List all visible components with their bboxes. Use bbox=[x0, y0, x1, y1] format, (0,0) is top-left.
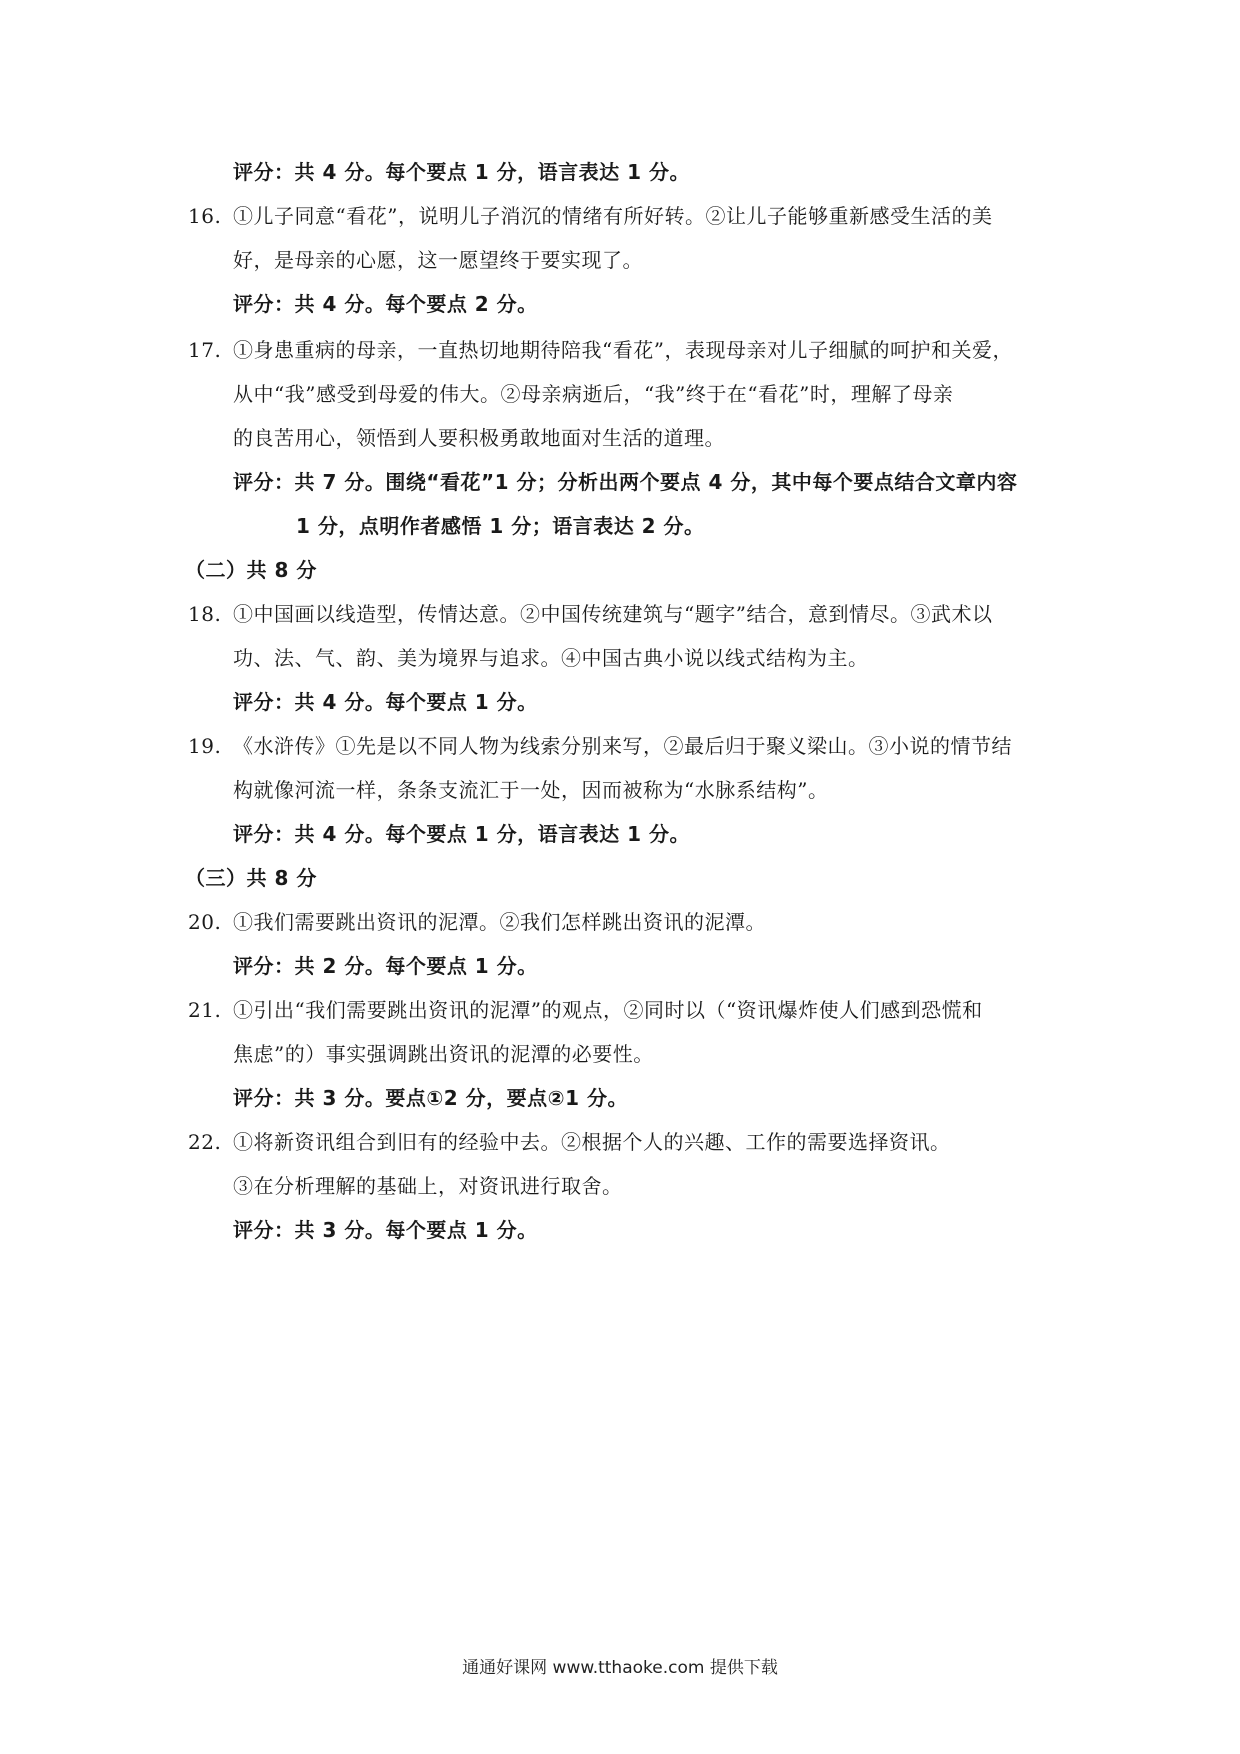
question-number: 21. bbox=[188, 998, 222, 1022]
answer-line: 构就像河流一样，条条支流汇于一处，因而被称为“水脉系结构”。 bbox=[233, 778, 829, 802]
answer-line: 从中“我”感受到母爱的伟大。②母亲病逝后，“我”终于在“看花”时，理解了母亲 bbox=[233, 382, 954, 406]
answer-line: ①身患重病的母亲，一直热切地期待陪我“看花”，表现母亲对儿子细腻的呵护和关爱， bbox=[233, 338, 1013, 362]
score-line: 评分：共 7 分。围绕“看花”1 分；分析出两个要点 4 分，其中每个要点结合文章内容 bbox=[233, 470, 1018, 494]
answer-line: 功、法、气、韵、美为境界与追求。④中国古典小说以线式结构为主。 bbox=[233, 646, 869, 670]
section-heading: （二）共 8 分 bbox=[185, 558, 317, 582]
question-number: 17. bbox=[188, 338, 222, 362]
answer-line: ①引出“我们需要跳出资讯的泥潭”的观点，②同时以（“资讯爆炸使人们感到恐慌和 bbox=[233, 998, 983, 1022]
answer-line: 《水浒传》①先是以不同人物为线索分别来写，②最后归于聚义梁山。③小说的情节结 bbox=[233, 734, 1012, 758]
section-heading: （三）共 8 分 bbox=[185, 866, 317, 890]
question-number: 22. bbox=[188, 1130, 222, 1154]
answer-line: ①中国画以线造型，传情达意。②中国传统建筑与“题字”结合，意到情尽。③武术以 bbox=[233, 602, 993, 626]
answer-line: 的良苦用心，领悟到人要积极勇敢地面对生活的道理。 bbox=[233, 426, 725, 450]
answer-line: 焦虑”的）事实强调跳出资讯的泥潭的必要性。 bbox=[233, 1042, 654, 1066]
score-line: 评分：共 4 分。每个要点 1 分，语言表达 1 分。 bbox=[233, 822, 691, 846]
page-footer: 通通好课网 www.tthaoke.com 提供下载 bbox=[462, 1658, 778, 1678]
question-number: 20. bbox=[188, 910, 222, 934]
answer-line: ①儿子同意“看花”，说明儿子消沉的情绪有所好转。②让儿子能够重新感受生活的美 bbox=[233, 204, 993, 228]
answer-line: ③在分析理解的基础上，对资讯进行取舍。 bbox=[233, 1174, 623, 1198]
score-line: 评分：共 4 分。每个要点 1 分。 bbox=[233, 690, 538, 714]
score-line: 评分：共 3 分。要点①2 分，要点②1 分。 bbox=[233, 1086, 628, 1110]
score-line: 1 分，点明作者感悟 1 分；语言表达 2 分。 bbox=[296, 514, 705, 538]
score-line: 评分：共 4 分。每个要点 1 分，语言表达 1 分。 bbox=[233, 160, 691, 184]
question-number: 18. bbox=[188, 602, 222, 626]
score-line: 评分：共 2 分。每个要点 1 分。 bbox=[233, 954, 538, 978]
answer-line: ①将新资讯组合到旧有的经验中去。②根据个人的兴趣、工作的需要选择资讯。 bbox=[233, 1130, 951, 1154]
question-number: 16. bbox=[188, 204, 222, 228]
answer-line: ①我们需要跳出资讯的泥潭。②我们怎样跳出资讯的泥潭。 bbox=[233, 910, 766, 934]
question-number: 19. bbox=[188, 734, 222, 758]
score-line: 评分：共 3 分。每个要点 1 分。 bbox=[233, 1218, 538, 1242]
answer-line: 好，是母亲的心愿，这一愿望终于要实现了。 bbox=[233, 248, 643, 272]
score-line: 评分：共 4 分。每个要点 2 分。 bbox=[233, 292, 538, 316]
